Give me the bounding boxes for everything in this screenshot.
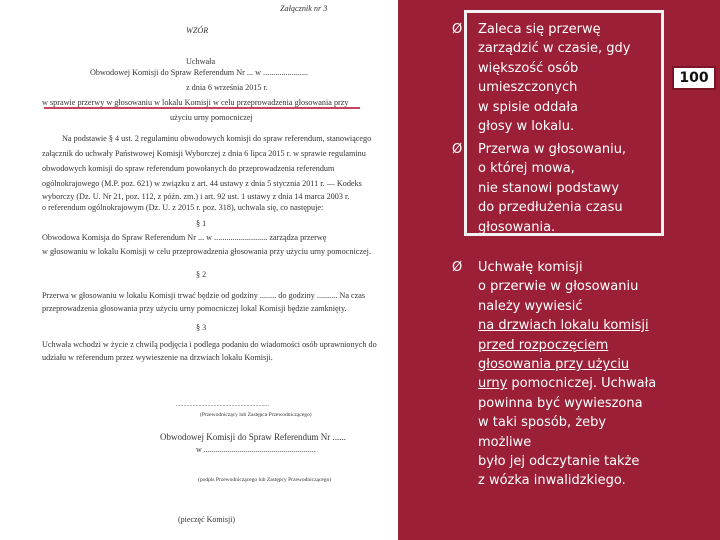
page-number-badge: 100 xyxy=(672,66,716,90)
section-1-line: Obwodowa Komisja do Spraw Referendum Nr ... w .......................... zarządza przerwę xyxy=(42,233,327,242)
bullet-line: umieszczonych xyxy=(478,80,578,96)
section-2-line: Przerwa w głosowaniu w lokalu Komisji trwać będzie od godziny ........ do godziny .......... Na czas xyxy=(42,291,366,300)
resolution-date: z dnia 6 września 2015 r. xyxy=(186,83,268,92)
section-3-line: Uchwała wchodzi w życie z chwilą podjęcia i podlega podaniu do wiadomości osób uprawnionych do xyxy=(42,340,377,349)
bullet-line: w spisie oddała xyxy=(478,99,579,115)
body-line: o referendum ogólnokrajowym (Dz. U. z 2015 r. poz. 318), uchwala się, co następuje: xyxy=(42,203,324,212)
bullet-line: Zaleca się przerwę xyxy=(478,22,601,37)
section-3-line: udziału w referendum przez wywieszenie na drzwiach lokalu Komisji. xyxy=(42,353,273,362)
body-line: załącznik do uchwały Państwowej Komisji Wyborczej z dnia 6 lipca 2015 r. w sprawie regulaminu xyxy=(42,149,366,158)
signature-line: .............................................................. xyxy=(176,402,269,408)
bullet-line: głosowania przy użyciu xyxy=(478,356,630,372)
bullet-line: do przedłużenia czasu xyxy=(478,200,623,216)
bullet-line: przed rozpoczęciem xyxy=(478,337,609,353)
highlight-underline xyxy=(44,107,360,109)
bullet-line: możliwe xyxy=(478,434,532,450)
bullet-line: należy wywiesić xyxy=(478,298,583,314)
resolution-heading: Uchwała xyxy=(186,57,216,66)
body-line: Na podstawie § 4 ust. 2 regulaminu obwodowych komisji do spraw referendum, stanowiącego xyxy=(62,134,372,143)
section-1-title: § 1 xyxy=(196,219,207,228)
bullet-line: zarządzić w czasie, gdy xyxy=(478,41,631,57)
pattern-label: WZÓR xyxy=(186,26,209,35)
section-2-line: przeprowadzenia głosowania przy użyciu urny pomocniczej lokal Komisji będzie zamknięty. xyxy=(42,304,347,313)
bullet-line: w taki sposób, żeby xyxy=(478,415,607,431)
section-2-title: § 2 xyxy=(196,270,207,279)
bullet-line-part: pomocniczej. Uchwała xyxy=(507,376,657,392)
signature-caption: (Przewodniczący lub Zastępca Przewodniczącego) xyxy=(200,412,312,418)
bullet-line xyxy=(478,374,656,393)
section-3-title: § 3 xyxy=(196,323,207,332)
body-line: obwodowych komisji do spraw referendum powołanych do przeprowadzenia referendum xyxy=(42,164,335,173)
bullet-line: nie stanowi podstawy xyxy=(478,180,620,196)
bullet-line: o przerwie w głosowaniu xyxy=(478,279,639,295)
body-line: wyborczy (Dz. U. Nr 21, poz. 112, z późn. zm.) i art. 92 ust. 1 ustawy z dnia 14 marca 2003 r. xyxy=(42,192,350,201)
bullet-line-part: urny xyxy=(478,376,508,392)
commission-name-footer: Obwodowej Komisji do Spraw Referendum Nr ...... xyxy=(160,432,346,442)
signature-caption: (podpis Przewodniczącego lub Zastępcy Przewodniczącego) xyxy=(198,477,332,483)
body-line: ogólnokrajowego (M.P. poz. 621) w związku z art. 44 ustawy z dnia 5 stycznia 2011 r. — Kodeks xyxy=(42,179,362,188)
commission-name: Obwodowej Komisji do Spraw Referendum Nr ... w ...................... xyxy=(90,68,309,77)
bullet-line: o której mowa, xyxy=(478,161,575,177)
bullet-line: z wózka inwalidzkiego. xyxy=(478,473,626,489)
arrow-bullet-icon: Ø xyxy=(452,142,463,157)
bullet-line: było jej odczytanie także xyxy=(478,453,640,469)
bullet-line: głosowania. xyxy=(478,219,556,235)
resolution-subject-line-1: w sprawie przerwy w głosowaniu w lokalu Komisji w celu przeprowadzenia głosowania przy xyxy=(42,98,349,107)
resolution-subject-line-2: użyciu urny pomocniczej xyxy=(170,113,253,122)
section-1-line: w głosowaniu w lokalu Komisji w celu przeprowadzenia głosowania przy użyciu urny pomocniczej. xyxy=(42,247,371,256)
bullet-line: Uchwałę komisji xyxy=(478,260,583,275)
arrow-bullet-icon: Ø xyxy=(452,260,463,275)
bullet-line: Przerwa w głosowaniu, xyxy=(478,142,627,157)
stamp-label: (pieczęć Komisji) xyxy=(178,515,236,524)
bullet-line: większość osób xyxy=(478,60,579,76)
bullet-line: powinna być wywieszona xyxy=(478,395,643,411)
attachment-label: Załącznik nr 3 xyxy=(280,4,328,13)
commission-location-footer: w ........................................................ xyxy=(196,445,316,454)
bullet-line: na drzwiach lokalu komisji xyxy=(478,318,649,334)
bullet-line: głosy w lokalu. xyxy=(478,118,575,134)
arrow-bullet-icon: Ø xyxy=(452,22,463,37)
